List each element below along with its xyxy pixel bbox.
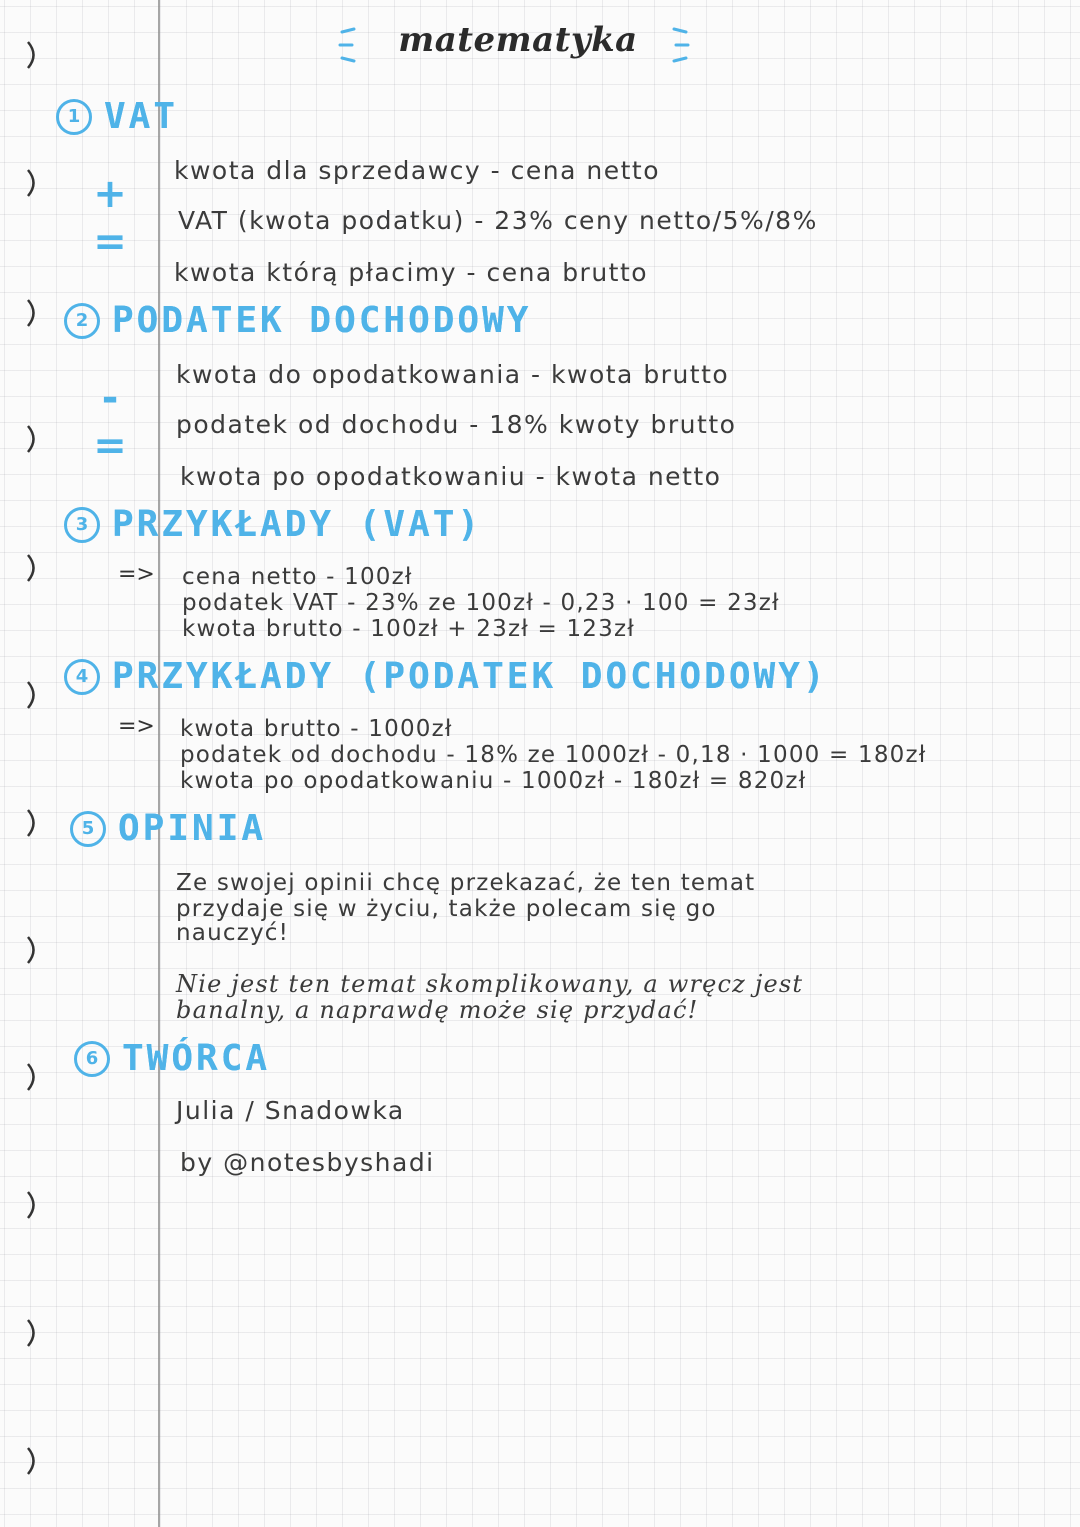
binder-ring-mark — [26, 1062, 40, 1092]
vat-line-1: kwota dla sprzedawcy - cena netto — [174, 156, 660, 185]
section-title: TWÓRCA — [122, 1038, 271, 1079]
przyklad-podatek-line-2: podatek od dochodu - 18% ze 1000zł - 0,18 · 1000 = 180zł — [180, 742, 927, 768]
equals-operator: = — [93, 219, 127, 265]
przyklad-podatek-line-1: kwota brutto - 1000zł — [180, 716, 453, 742]
author-handle: by @notesbyshadi — [180, 1148, 435, 1177]
opinia-line-5: banalny, a naprawdę może się przydać! — [176, 996, 699, 1024]
section-number-badge: 2 — [64, 303, 100, 339]
section-title: VAT — [104, 96, 179, 137]
opinia-line-2: przydaje się w życiu, także polecam się go — [176, 896, 717, 922]
binder-ring-mark — [26, 298, 40, 328]
binder-ring-mark — [26, 680, 40, 710]
equals-operator: = — [93, 423, 127, 469]
implication-arrow: => — [118, 714, 155, 739]
margin-line — [158, 0, 160, 1527]
opinia-line-1: Ze swojej opinii chcę przekazać, że ten temat — [176, 870, 756, 896]
section-heading-przyklady-podatek — [64, 656, 828, 697]
przyklad-vat-line-3: kwota brutto - 100zł + 23zł = 123zł — [182, 616, 635, 642]
vat-line-2: VAT (kwota podatku) - 23% ceny netto/5%/8% — [178, 206, 818, 235]
binder-ring-mark — [26, 553, 40, 583]
przyklad-vat-line-2: podatek VAT - 23% ze 100zł - 0,23 · 100 = 23zł — [182, 590, 780, 616]
binder-ring-mark — [26, 1318, 40, 1348]
section-number-badge: 6 — [74, 1041, 110, 1077]
binder-ring-mark — [26, 808, 40, 838]
podatek-line-3: kwota po opodatkowaniu - kwota netto — [180, 462, 722, 491]
binder-ring-mark — [26, 1190, 40, 1220]
vat-line-3: kwota którą płacimy - cena brutto — [174, 258, 649, 287]
section-heading-tworca — [74, 1038, 270, 1079]
podatek-line-1: kwota do opodatkowania - kwota brutto — [176, 360, 730, 389]
minus-operator: - — [101, 375, 119, 421]
section-heading-opinia — [70, 808, 266, 849]
section-number-badge: 4 — [64, 659, 100, 695]
binder-ring-mark — [26, 1446, 40, 1476]
binder-ring-mark — [26, 424, 40, 454]
title-decoration-right — [668, 26, 690, 64]
przyklad-vat-line-1: cena netto - 100zł — [182, 564, 413, 590]
binder-ring-mark — [26, 935, 40, 965]
section-title: PODATEK DOCHODOWY — [112, 300, 532, 341]
page-title: matematyka — [398, 20, 638, 60]
section-heading-vat — [56, 96, 178, 137]
section-title: PRZYKŁADY (PODATEK DOCHODOWY) — [112, 656, 828, 697]
podatek-line-2: podatek od dochodu - 18% kwoty brutto — [176, 410, 737, 439]
author-name: Julia / Snadowka — [176, 1096, 405, 1125]
section-title: PRZYKŁADY (VAT) — [112, 504, 483, 545]
przyklad-podatek-line-3: kwota po opodatkowaniu - 1000zł - 180zł = 820zł — [180, 768, 807, 794]
section-title: OPINIA — [118, 808, 267, 849]
opinia-line-3: nauczyć! — [176, 920, 290, 946]
section-number-badge: 5 — [70, 811, 106, 847]
opinia-line-4: Nie jest ten temat skomplikowany, a wręcz jest — [176, 970, 804, 998]
binder-ring-mark — [26, 40, 40, 70]
section-heading-podatek-dochodowy — [64, 300, 531, 341]
plus-operator: + — [93, 171, 127, 217]
section-number-badge: 3 — [64, 507, 100, 543]
binder-ring-mark — [26, 168, 40, 198]
implication-arrow: => — [118, 562, 155, 587]
section-number-badge: 1 — [56, 99, 92, 135]
section-heading-przyklady-vat — [64, 504, 482, 545]
